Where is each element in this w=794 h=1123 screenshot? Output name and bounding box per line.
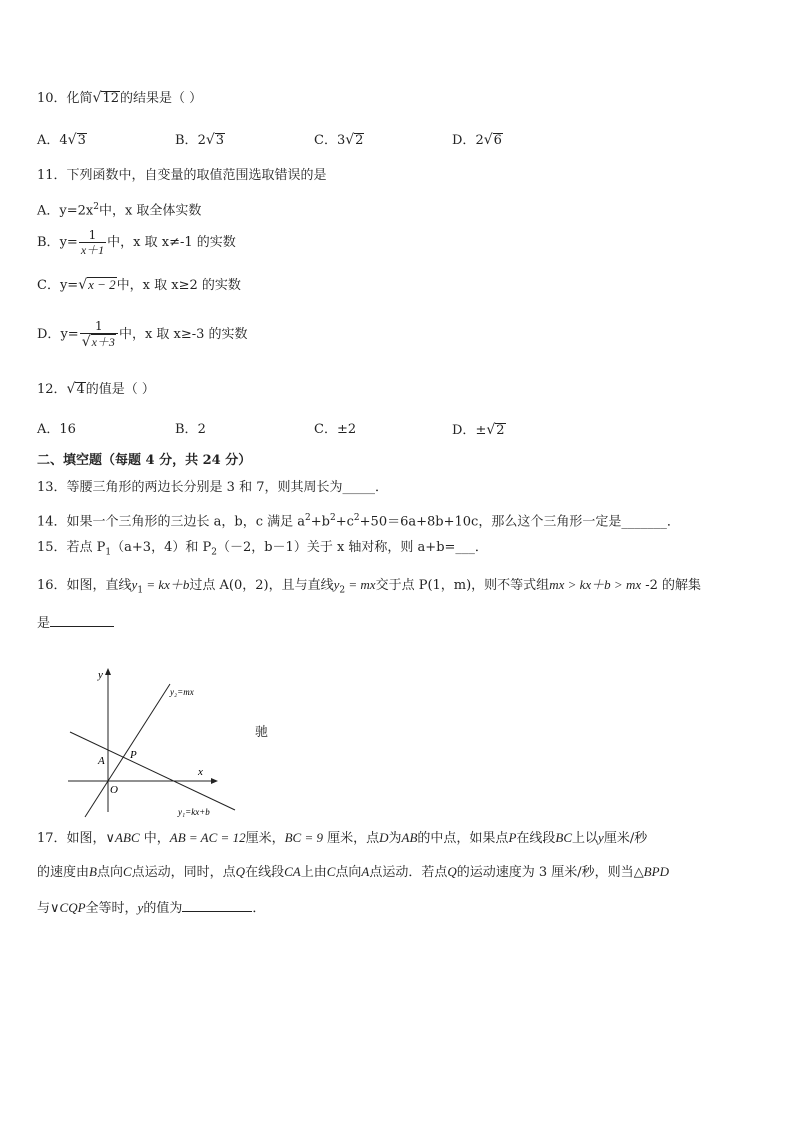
q10-option-a: A．4√3	[37, 132, 86, 148]
section-heading: 二、填空题（每题 4 分，共 24 分）	[37, 453, 252, 468]
q11-option-b: B．y= $\frac{1}{x+1}$ 中，x 取 x≠-1 的实数	[37, 227, 236, 257]
x-axis-label: x	[198, 766, 203, 778]
q11-option-a: A．$y=2x^2$中，x 取全体实数	[37, 202, 202, 219]
question-16-line1: 16．如图，直线$y_1 = kx+b$过点 A(0，2)，且与直线$y_2$ = mx交于点 P(1，m)，则不等式组mx > kx＋b > mx -2 的解集	[37, 577, 702, 596]
line-y2	[85, 684, 170, 817]
question-13: 13．等腰三角形的两边长分别是 3 和 7，则其周长为_____．	[37, 480, 388, 495]
question-12-stem: 12．√4的值是（ ）	[37, 381, 155, 397]
answer-blank	[182, 899, 252, 912]
q10-radicand: 12	[102, 91, 120, 106]
radical-sign: √	[92, 90, 102, 106]
line-y2-label: y₂=mx	[170, 687, 194, 697]
q12-option-a: A．16	[37, 422, 76, 437]
fraction: $\frac{1}{x+1}$	[80, 227, 105, 257]
question-11-stem: 11．下列函数中，自变量的取值范围选取错误的是	[37, 168, 327, 183]
stray-character: 驰	[255, 725, 269, 740]
q10-option-b: B．2√3	[175, 132, 225, 148]
question-15: 15．若点 $P_1(a+3$，4）和 $P_2(-2$，b－1）关于 x 轴对称，则 a+b=___．	[37, 540, 488, 558]
y-axis-label: y	[98, 669, 103, 681]
fraction: $\frac{1}{√x+3}$	[80, 319, 118, 350]
q10-option-c: C．3√2	[314, 132, 364, 148]
point-a-label: A	[98, 755, 105, 767]
q12-option-b: B．2	[175, 422, 206, 437]
x-axis-arrow	[211, 778, 218, 784]
q12-option-c: C．±2	[314, 422, 357, 437]
question-16-line2: 是	[37, 614, 114, 633]
line-y1-label: y₁=kx+b	[178, 807, 210, 817]
q10-text: 10．化简	[37, 91, 93, 106]
question-17-line3: 与∨CQP全等时，y的值为 ．	[37, 900, 266, 916]
q11-option-d: D．y= $\frac{1}{√x+3}$ 中，x 取 x≥-3 的实数	[37, 319, 248, 350]
q11-option-c: C．y=√x − 2中，x 取 x≥2 的实数	[37, 277, 241, 293]
line-y1	[70, 732, 235, 810]
q16-graph	[60, 662, 300, 822]
q12-option-d: D．±√2	[452, 422, 505, 438]
origin-label: O	[110, 784, 118, 796]
question-17-line1: 17．如图，∨ABC 中，AB = AC = 12厘米，BC = 9 厘米，点D为AB的中点，如果点P在线段BC上以y厘米/秒	[37, 830, 648, 846]
answer-blank	[50, 614, 114, 627]
question-10-stem	[37, 89, 202, 108]
point-p-label: P	[130, 749, 137, 761]
q10-option-d: D．2√6	[452, 132, 502, 148]
q10-text-after: 的结果是（ ）	[120, 91, 203, 106]
question-17-line2: 的速度由B点向C点运动，同时，点Q在线段CA上由C点向A点运动．若点Q的运动速度为 3 厘米/秒，则当△BPD	[37, 864, 669, 880]
y-axis-arrow	[105, 668, 111, 675]
question-14: 14．如果一个三角形的三边长 a，b，c 满足 $a^2+b^2+c^2+50=6a+8b+10c$，那么这个三角形一定是_______．	[37, 513, 680, 530]
